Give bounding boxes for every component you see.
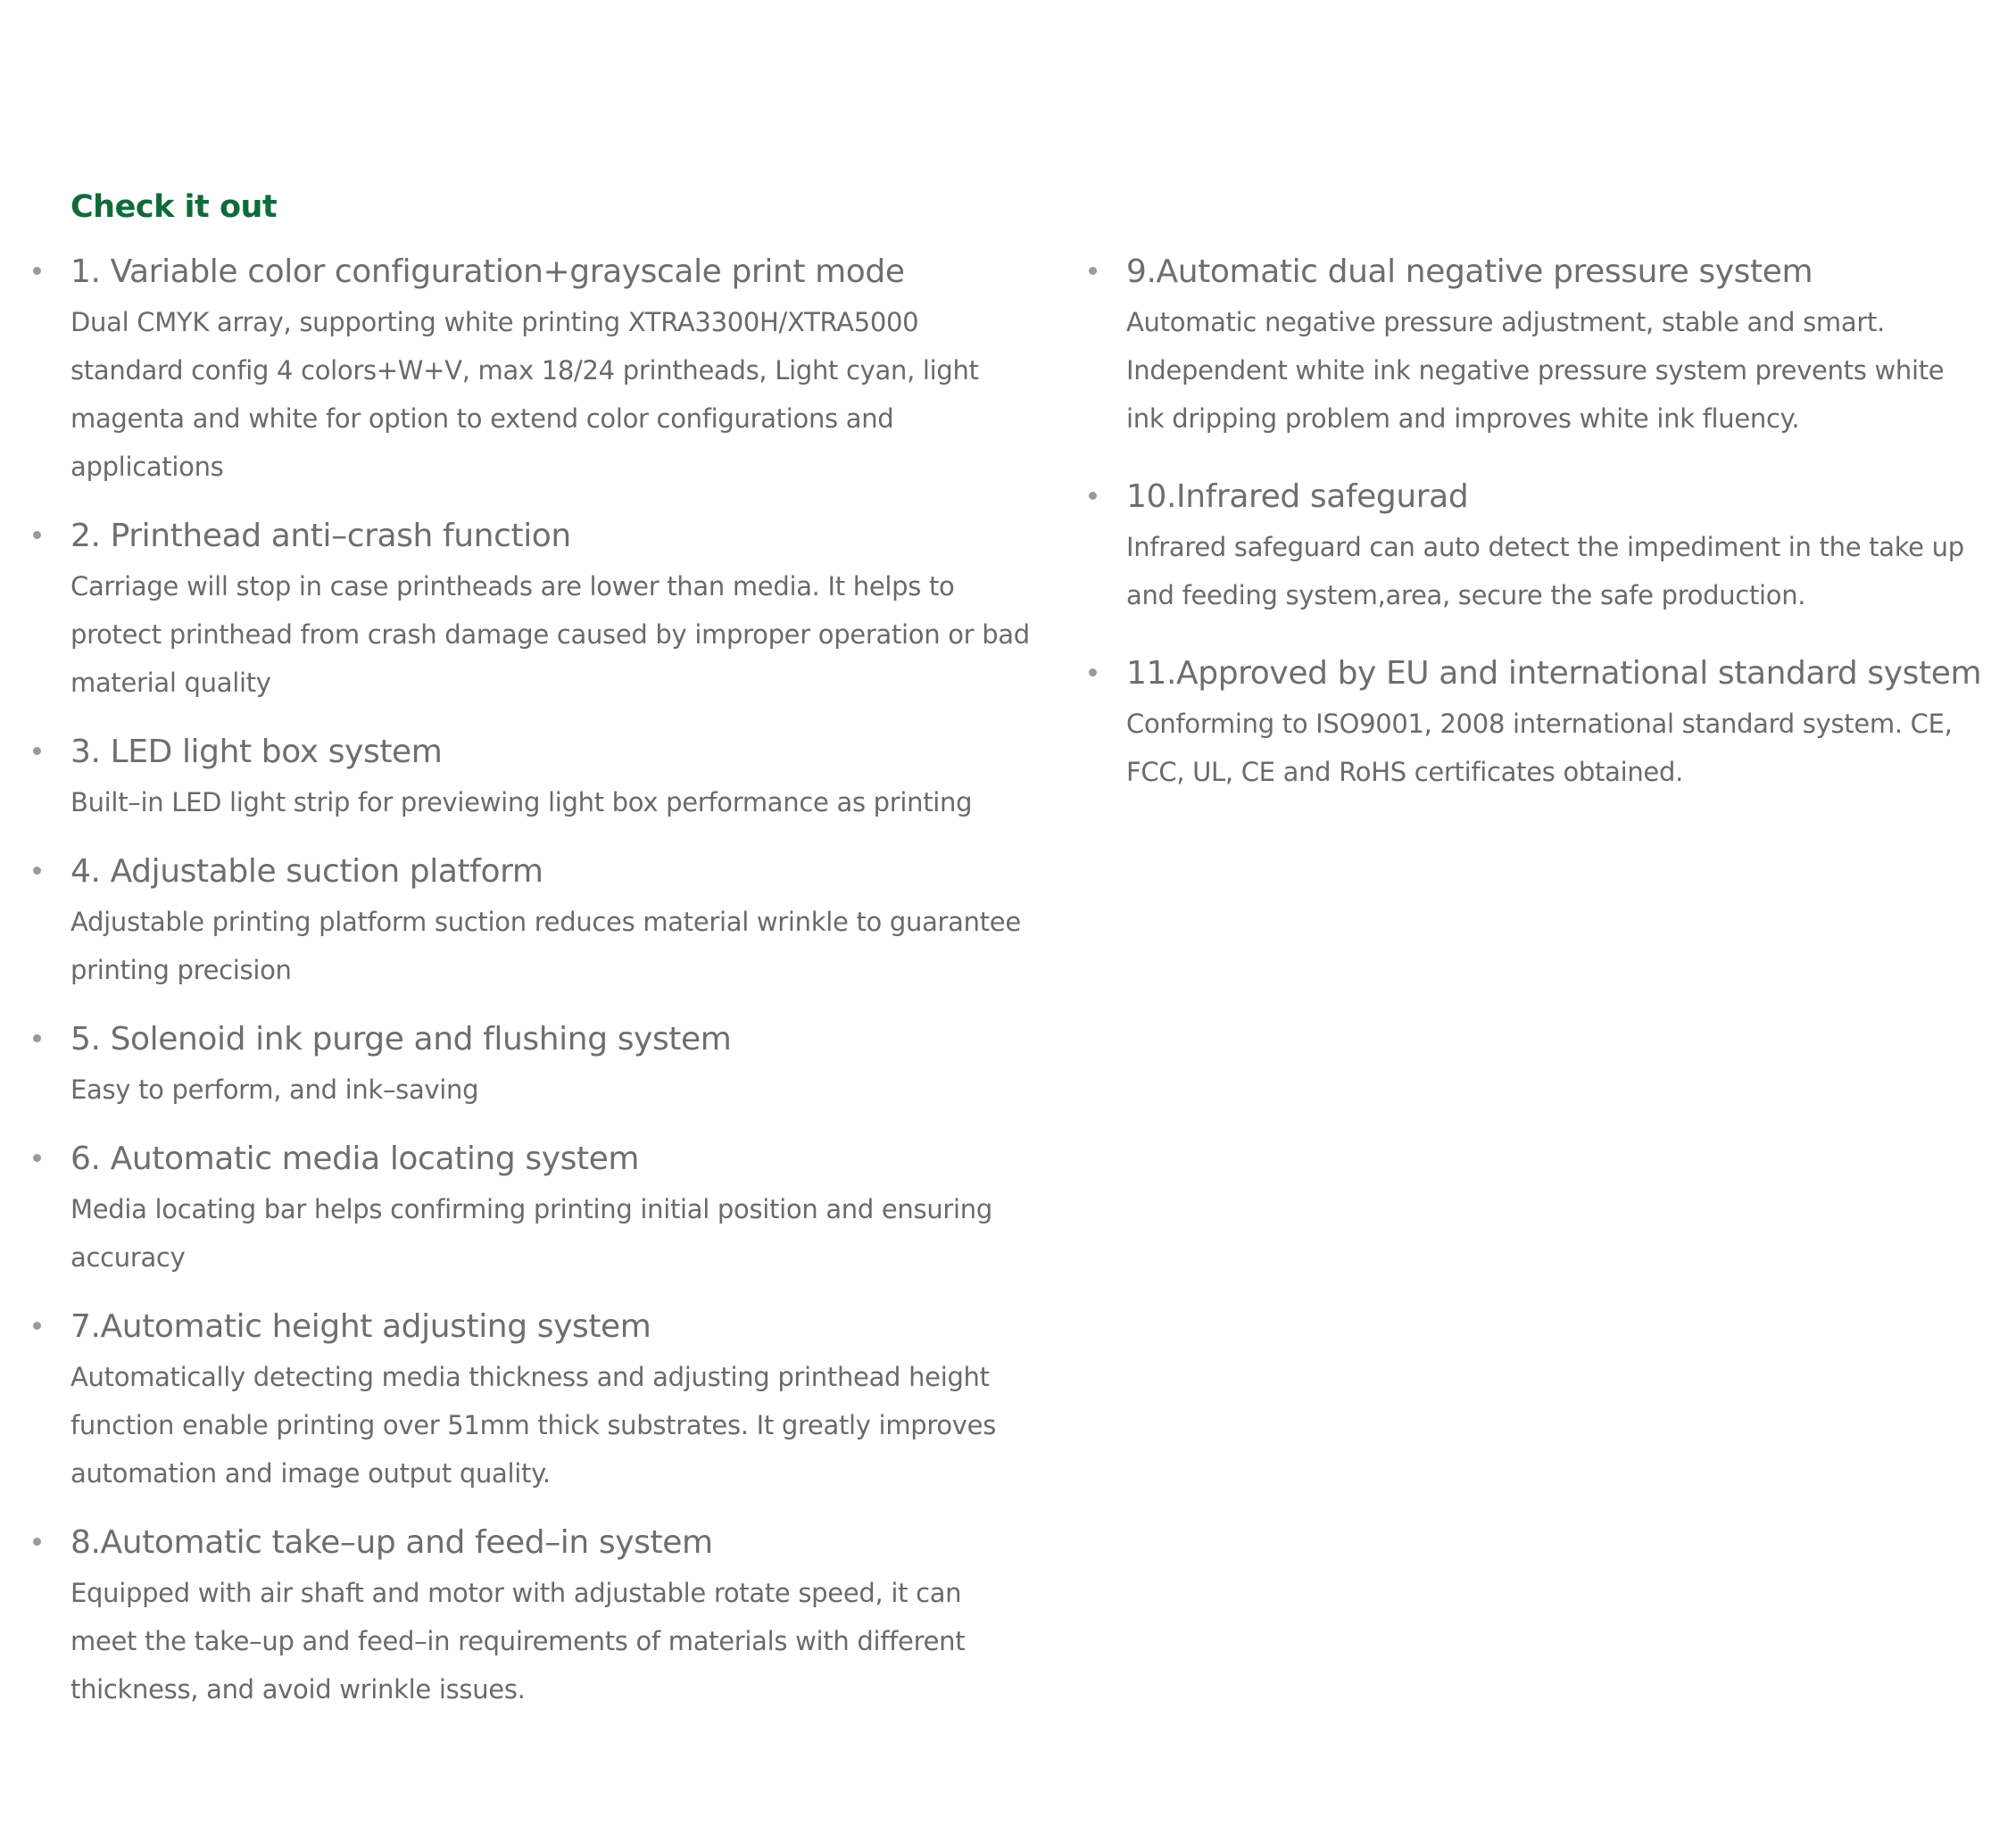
feature-title: 1. Variable color configuration+grayscale print mode bbox=[71, 253, 905, 290]
bullet-icon bbox=[33, 747, 41, 755]
feature-item bbox=[71, 1517, 1034, 1713]
bullet-icon bbox=[33, 1154, 41, 1162]
feature-description: Adjustable printing platform suction reduces material wrinkle to guarantee printing precision bbox=[71, 907, 1021, 985]
feature-description: Built–in LED light strip for previewing light box performance as printing bbox=[71, 787, 973, 817]
feature-item bbox=[71, 246, 1034, 491]
feature-title: 4. Adjustable suction platform bbox=[71, 853, 543, 890]
feature-title: 2. Printhead anti–crash function bbox=[71, 518, 571, 554]
feature-title: 10.Infrared safegurad bbox=[1126, 478, 1469, 515]
bullet-icon bbox=[33, 1034, 41, 1042]
bullet-icon bbox=[33, 1538, 41, 1546]
feature-item bbox=[71, 1133, 1034, 1282]
feature-description: Automatic negative pressure adjustment, stable and smart. Independent white ink negative pressure system prevents white ink dripping problem and improves white ink fluency. bbox=[1126, 307, 1945, 434]
feature-item bbox=[71, 846, 1034, 994]
feature-title: 3. LED light box system bbox=[71, 734, 443, 770]
feature-title: 9.Automatic dual negative pressure system bbox=[1126, 253, 1813, 290]
feature-description: Carriage will stop in case printheads are lower than media. It helps to protect printhead from crash damage caused by improper operation or bad material quality bbox=[71, 571, 1030, 698]
section-heading: Check it out bbox=[71, 189, 278, 225]
feature-description: Easy to perform, and ink–saving bbox=[71, 1074, 479, 1105]
bullet-icon bbox=[1089, 668, 1097, 676]
feature-item bbox=[1126, 648, 1983, 796]
feature-list-right bbox=[1126, 246, 1983, 825]
feature-description: Dual CMYK array, supporting white printing XTRA3300H/XTRA5000 standard config 4 colors+W+V, max 18/24 printheads, Light cyan, light magenta and white for option to extend color configurations and applications bbox=[71, 307, 979, 482]
feature-description: Infrared safeguard can auto detect the impediment in the take up and feeding system,area, secure the safe production. bbox=[1126, 532, 1964, 610]
bullet-icon bbox=[33, 867, 41, 875]
feature-description: Conforming to ISO9001, 2008 international standard system. CE, FCC, UL, CE and RoHS certificates obtained. bbox=[1126, 709, 1953, 787]
feature-title: 7.Automatic height adjusting system bbox=[71, 1308, 651, 1345]
feature-description: Equipped with air shaft and motor with adjustable rotate speed, it can meet the take–up and feed–in requirements of materials with different thickness, and avoid wrinkle issues. bbox=[71, 1578, 966, 1705]
feature-title: 11.Approved by EU and international standard system bbox=[1126, 655, 1982, 692]
bullet-icon bbox=[33, 267, 41, 275]
feature-description: Media locating bar helps confirming printing initial position and ensuring accuracy bbox=[71, 1194, 992, 1273]
feature-list-left bbox=[71, 246, 1034, 1733]
bullet-icon bbox=[1089, 267, 1097, 275]
feature-item bbox=[71, 1301, 1034, 1497]
feature-item bbox=[1126, 471, 1983, 619]
feature-title: 5. Solenoid ink purge and flushing system bbox=[71, 1021, 732, 1058]
feature-item bbox=[1126, 246, 1983, 443]
bullet-icon bbox=[1089, 492, 1097, 500]
bullet-icon bbox=[33, 531, 41, 539]
feature-title: 6. Automatic media locating system bbox=[71, 1141, 640, 1177]
feature-title: 8.Automatic take–up and feed–in system bbox=[71, 1524, 713, 1561]
feature-description: Automatically detecting media thickness and adjusting printhead height function enable printing over 51mm thick substrates. It greatly improves automation and image output quality. bbox=[71, 1362, 997, 1489]
feature-item bbox=[71, 1014, 1034, 1114]
feature-item bbox=[71, 726, 1034, 826]
bullet-icon bbox=[33, 1322, 41, 1330]
feature-item bbox=[71, 510, 1034, 707]
